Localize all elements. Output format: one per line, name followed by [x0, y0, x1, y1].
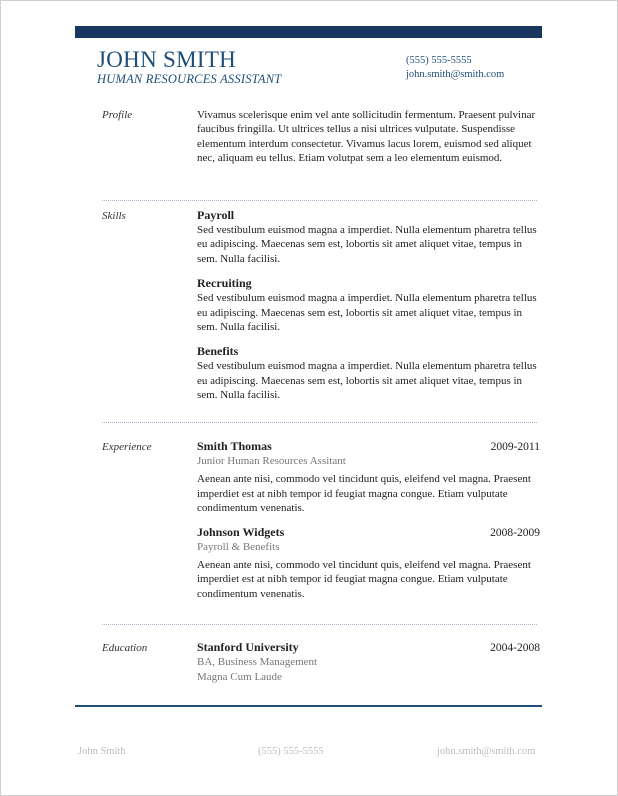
skill-title: Benefits — [197, 344, 239, 359]
section-divider — [102, 422, 537, 423]
section-divider — [102, 624, 537, 625]
experience-dates: 2008-2009 — [490, 526, 540, 539]
skill-text: Sed vestibulum euismod magna a imperdiet. Nulla elementum pharetra tellus eu adipiscing. Maecenas sem est, lobortis sit amet aliquet vitae, tempus in sem. Nulla facilisi. — [197, 292, 537, 334]
footer-rule — [75, 705, 542, 707]
experience-company: Johnson Widgets — [197, 524, 285, 539]
section-label-experience: Experience — [102, 441, 152, 453]
header-email: john.smith@smith.com — [406, 69, 505, 80]
skill-title: Payroll — [197, 208, 235, 222]
footer-name: John Smith — [78, 746, 126, 757]
skill-item — [197, 344, 540, 402]
skill-text: Sed vestibulum euismod magna a imperdiet. Nulla elementum pharetra tellus eu adipiscing. Maecenas sem est, lobortis sit amet aliquet vitae, tempus in sem. Nulla facilisi. — [197, 360, 537, 402]
resume-title: HUMAN RESOURCES ASSISTANT — [97, 72, 282, 86]
footer-phone: (555) 555-5555 — [258, 746, 324, 757]
section-divider — [102, 200, 537, 201]
experience-item — [197, 439, 540, 516]
education-degree: BA, Business Management — [197, 656, 318, 669]
experience-section — [197, 439, 540, 601]
experience-text: Aenean ante nisi, commodo vel tincidunt quis, eleifend vel magna. Praesent imperdiet est at nibh tempor id feugiat magna congue. Etiam vulputate condimentum venenatis. — [197, 559, 531, 600]
experience-role: Junior Human Resources Assitant — [197, 455, 346, 468]
education-school: Stanford University — [197, 640, 299, 654]
profile-text: Vivamus scelerisque enim vel ante sollicitudin fermentum. Praesent pulvinar faucibus fringilla. Ut ultrices tellus a nisi ultrices vulputate. Suspendisse elementum interdum consectetur. Vivamus lacus lorem, euismod sed aliquet nec, aliquam eu tellus. Etiam volutpat sem a leo elementum euismod. — [197, 109, 536, 165]
experience-dates: 2009-2011 — [490, 441, 540, 453]
skill-item — [197, 276, 540, 334]
experience-item — [197, 525, 540, 602]
section-label-skills: Skills — [102, 210, 126, 222]
experience-role: Payroll & Benefits — [197, 541, 280, 554]
resume-name: JOHN SMITH — [97, 47, 237, 72]
footer-email: john.smith@smith.com — [437, 746, 536, 757]
skill-title: Recruiting — [197, 276, 252, 291]
header-bar — [75, 26, 542, 38]
experience-company: Smith Thomas — [197, 439, 272, 453]
education-honors: Magna Cum Laude — [197, 671, 282, 684]
education-dates: 2004-2008 — [490, 642, 540, 654]
section-label-profile: Profile — [102, 109, 133, 121]
education-section — [197, 640, 540, 685]
profile-section — [197, 108, 540, 166]
header-phone: (555) 555-5555 — [406, 55, 472, 66]
skills-section — [197, 208, 540, 403]
skill-text: Sed vestibulum euismod magna a imperdiet. Nulla elementum pharetra tellus eu adipiscing. Maecenas sem est, lobortis sit amet aliquet vitae, tempus in sem. Nulla facilisi. — [197, 224, 537, 265]
experience-text: Aenean ante nisi, commodo vel tincidunt quis, eleifend vel magna. Praesent imperdiet est at nibh tempor id feugiat magna congue. Etiam vulputate condimentum venenatis. — [197, 473, 531, 515]
section-label-education: Education — [102, 642, 148, 654]
skill-item — [197, 208, 540, 266]
